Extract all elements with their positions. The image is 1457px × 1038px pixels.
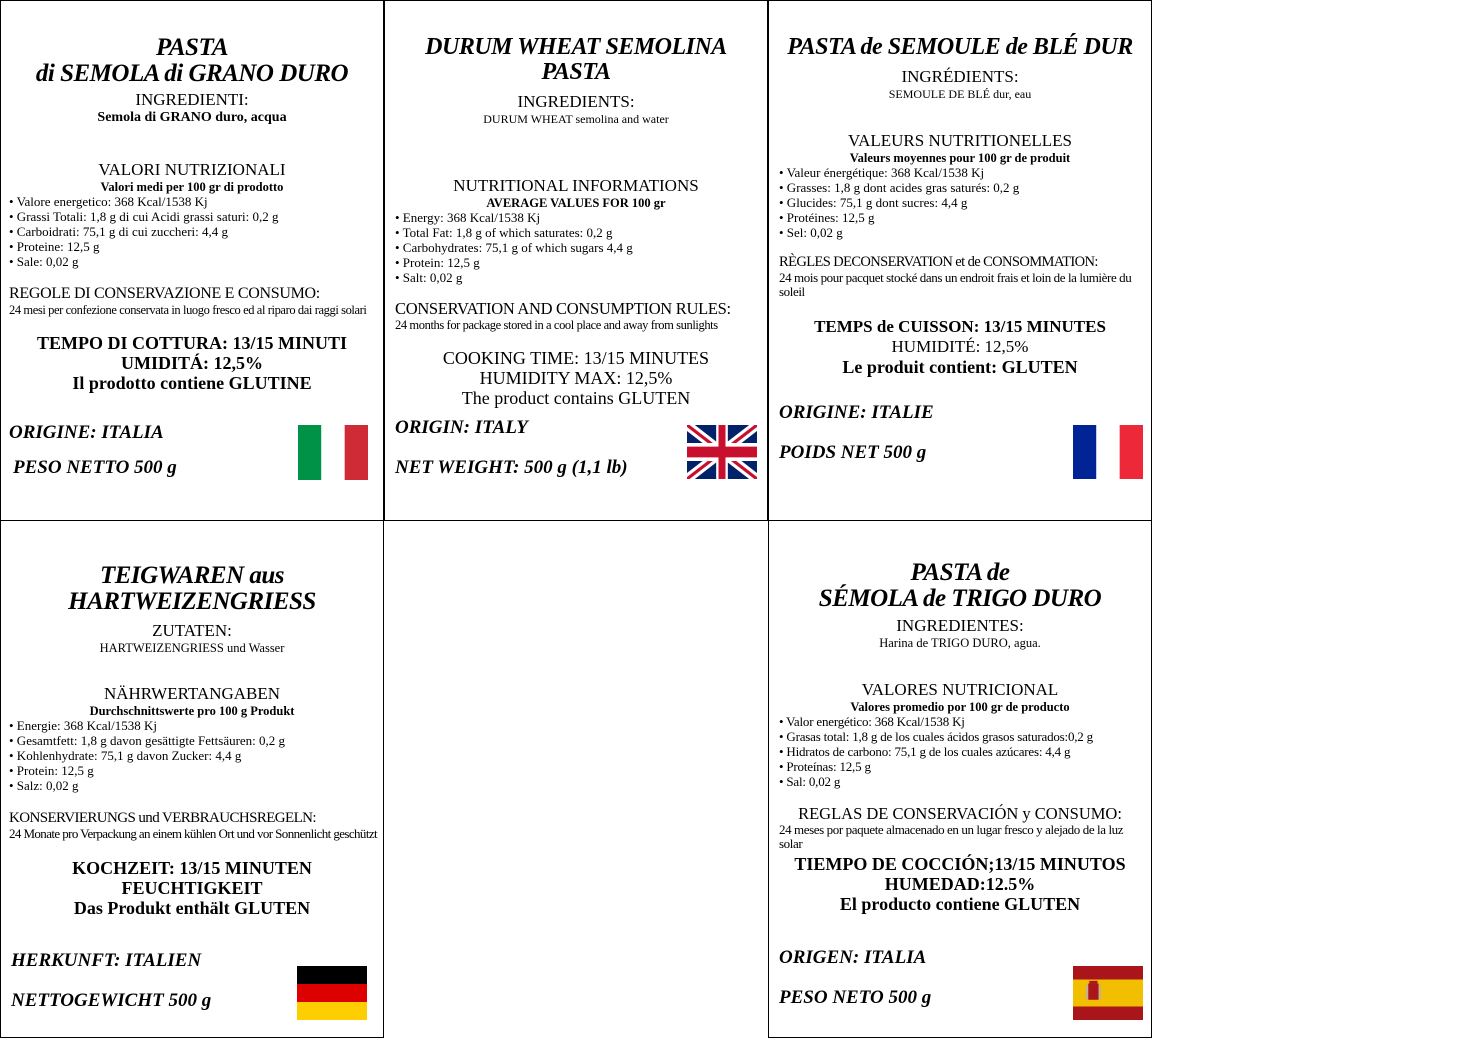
origin: ORIGINE: ITALIA xyxy=(9,422,164,443)
ingredients-text: SEMOULE DE BLÉ dur, eau xyxy=(888,86,1032,101)
italy-flag-icon xyxy=(298,425,368,480)
nutrition-subheading: Valeurs moyennes pour 100 gr de produit xyxy=(849,150,1071,165)
origin: ORIGIN: ITALY xyxy=(395,417,528,438)
nutrition-item: • Sale: 0,02 g xyxy=(9,254,79,270)
gluten-notice: Das Produkt enthält GLUTEN xyxy=(73,898,311,918)
nutrition-item: • Energy: 368 Kcal/1538 Kj xyxy=(395,210,541,226)
nutrition-item: • Protein: 12,5 g xyxy=(395,255,480,271)
title xyxy=(1,35,383,88)
nutrition-subheading: Valores promedio por 100 gr de producto xyxy=(850,699,1070,714)
rules-heading: REGLAS DE CONSERVACIÓN y CONSUMO: xyxy=(798,804,1122,823)
gluten-notice: El producto contiene GLUTEN xyxy=(839,894,1081,914)
nutrition-item: • Protéines: 12,5 g xyxy=(779,210,875,226)
origin: HERKUNFT: ITALIEN xyxy=(11,950,202,971)
nutrition-subheading: Valori medi per 100 gr di prodotto xyxy=(100,179,284,194)
cooking-time: TIEMPO DE COCCIÓN;13/15 MINUTOS xyxy=(794,854,1126,874)
nutrition-list xyxy=(1,194,383,269)
ingredients-text: Semola di GRANO duro, acqua xyxy=(97,109,287,125)
germany-flag-icon xyxy=(297,966,367,1020)
ingredients-text: Harina de TRIGO DURO, agua. xyxy=(879,635,1041,650)
nutrition-item: • Sel: 0,02 g xyxy=(779,225,843,241)
origin: ORIGEN: ITALIA xyxy=(779,947,927,968)
nutrition-heading: VALEURS NUTRITIONELLES xyxy=(848,131,1072,150)
rules-text: 24 mesi per confezione conservata in luogo fresco ed al riparo dai raggi solari xyxy=(9,302,367,317)
france-flag-icon xyxy=(1073,425,1143,479)
title xyxy=(769,560,1151,613)
label-panel-english xyxy=(384,0,768,521)
nutrition-list xyxy=(769,714,1151,789)
nutrition-list xyxy=(385,210,767,285)
nutrition-heading: NÄHRWERTANGABEN xyxy=(103,684,281,703)
title xyxy=(385,35,767,85)
nutrition-item: • Energie: 368 Kcal/1538 Kj xyxy=(9,718,158,734)
nutrition-item: • Salt: 0,02 g xyxy=(395,270,463,286)
net-weight: PESO NETO 500 g xyxy=(779,987,932,1008)
net-weight: NET WEIGHT: 500 g (1,1 lb) xyxy=(395,457,628,478)
spain-flag-icon xyxy=(1073,966,1143,1020)
cooking-time: TEMPO DI COTTURA: 13/15 MINUTI xyxy=(36,333,347,353)
cooking-time: COOKING TIME: 13/15 MINUTES xyxy=(442,348,710,368)
nutrition-item: • Valor energético: 368 Kcal/1538 Kj xyxy=(779,714,965,730)
title-line1: DURUM WHEAT SEMOLINA xyxy=(425,34,727,60)
humidity: HUMEDAD:12.5% xyxy=(884,874,1036,894)
rules-text: 24 months for package stored in a cool place and away from sunlights xyxy=(395,318,718,333)
nutrition-list xyxy=(769,165,1151,240)
nutrition-item: • Carbohydrates: 75,1 g of which sugars 4,4 g xyxy=(395,240,633,256)
nutrition-item: • Proteínas: 12,5 g xyxy=(779,759,871,775)
nutrition-item: • Hidratos de carbono: 75,1 g de los cuales azúcares: 4,4 g xyxy=(779,744,1071,760)
title-line1: PASTA de xyxy=(910,559,1010,586)
nutrition-heading: NUTRITIONAL INFORMATIONS xyxy=(453,176,699,195)
nutrition-subheading: Durchschnittswerte pro 100 g Produkt xyxy=(89,703,295,718)
humidity: UMIDITÁ: 12,5% xyxy=(121,353,263,373)
nutrition-item: • Salz: 0,02 g xyxy=(9,778,79,794)
rules-text: 24 mois pour pacquet stocké dans un endroit frais et loin de la lumière du soleil xyxy=(779,269,1132,299)
humidity: HUMIDITÉ: 12,5% xyxy=(891,337,1029,356)
nutrition-item: • Protein: 12,5 g xyxy=(9,763,94,779)
nutrition-item: • Total Fat: 1,8 g of which saturates: 0,2 g xyxy=(395,225,613,241)
label-panel-french xyxy=(768,0,1152,521)
rules-text: 24 meses por paquete almacenado en un lugar fresco y alejado de la luz solar xyxy=(779,822,1124,852)
ingredients-heading: INGRÉDIENTS: xyxy=(901,67,1019,86)
nutrition-item: • Grassi Totali: 1,8 g di cui Acidi grassi saturi: 0,2 g xyxy=(9,209,279,225)
nutrition-list xyxy=(1,718,383,793)
uk-flag-icon xyxy=(687,425,757,479)
ingredients-heading: INGREDIENTI: xyxy=(135,90,249,109)
cooking-time: KOCHZEIT: 13/15 MINUTEN xyxy=(72,858,312,878)
ingredients-text: DURUM WHEAT semolina and water xyxy=(483,111,669,126)
ingredients-text: HARTWEIZENGRIESS und Wasser xyxy=(99,640,285,655)
nutrition-item: • Kohlenhydrate: 75,1 g davon Zucker: 4,4 g xyxy=(9,748,242,764)
nutrition-item: • Proteine: 12,5 g xyxy=(9,239,100,255)
nutrition-item: • Carboidrati: 75,1 g di cui zuccheri: 4,4 g xyxy=(9,224,228,240)
label-panel-italian xyxy=(0,0,384,521)
humidity: FEUCHTIGKEIT xyxy=(121,878,263,898)
nutrition-item: • Grasses: 1,8 g dont acides gras saturés: 0,2 g xyxy=(779,180,1020,196)
nutrition-item: • Gesamtfett: 1,8 g davon gesättigte Fettsäuren: 0,2 g xyxy=(9,733,286,749)
rules-heading: CONSERVATION AND CONSUMPTION RULES: xyxy=(395,299,731,318)
nutrition-item: • Valeur énergétique: 368 Kcal/1538 Kj xyxy=(779,165,985,181)
net-weight: PESO NETTO 500 g xyxy=(13,457,177,478)
nutrition-item: • Glucides: 75,1 g dont sucres: 4,4 g xyxy=(779,195,968,211)
title xyxy=(769,35,1151,60)
rules-text: 24 Monate pro Verpackung an einem kühlen Ort und vor Sonnenlicht geschützt xyxy=(9,825,378,841)
nutrition-heading: VALORI NUTRIZIONALI xyxy=(98,160,286,179)
title-line1: TEIGWAREN aus xyxy=(99,562,285,589)
ingredients-heading: ZUTATEN: xyxy=(152,621,232,640)
humidity: HUMIDITY MAX: 12,5% xyxy=(479,368,673,388)
title xyxy=(1,563,383,616)
nutrition-item: • Sal: 0,02 g xyxy=(779,774,841,790)
title-line1: PASTA de SEMOULE de BLÉ DUR xyxy=(787,34,1133,60)
nutrition-heading: VALORES NUTRICIONAL xyxy=(861,680,1059,699)
ingredients-heading: INGREDIENTS: xyxy=(517,92,635,111)
title-line2: di SEMOLA di GRANO DURO xyxy=(35,60,349,88)
title-line2: SÉMOLA de TRIGO DURO xyxy=(818,585,1102,613)
nutrition-item: • Grasas total: 1,8 g de los cuales ácidos grasos saturados:0,2 g xyxy=(779,729,1093,745)
gluten-notice: Il prodotto contiene GLUTINE xyxy=(72,373,312,393)
nutrition-subheading: AVERAGE VALUES FOR 100 gr xyxy=(486,195,666,210)
nutrition-item: • Valore energetico: 368 Kcal/1538 Kj xyxy=(9,194,208,210)
rules-heading: RÈGLES DECONSERVATION et de CONSOMMATION: xyxy=(779,254,1098,270)
cooking-time: TEMPS de CUISSON: 13/15 MINUTES xyxy=(814,317,1106,336)
label-panel-german xyxy=(0,520,384,1038)
rules-heading: KONSERVIERUNGS und VERBRAUCHSREGELN: xyxy=(9,810,316,826)
title-line2: HARTWEIZENGRIESS xyxy=(68,588,316,616)
net-weight: POIDS NET 500 g xyxy=(779,442,927,463)
rules-heading: REGOLE DI CONSERVAZIONE E CONSUMO: xyxy=(9,285,320,302)
ingredients-heading: INGREDIENTES: xyxy=(896,616,1024,635)
net-weight: NETTOGEWICHT 500 g xyxy=(11,990,212,1011)
gluten-notice: The product contains GLUTEN xyxy=(461,388,691,408)
label-panel-spanish xyxy=(768,520,1152,1038)
origin: ORIGINE: ITALIE xyxy=(779,402,934,423)
title-line1: PASTA xyxy=(155,34,229,61)
title-line2: PASTA xyxy=(541,59,611,86)
gluten-notice: Le produit contient: GLUTEN xyxy=(842,357,1078,377)
